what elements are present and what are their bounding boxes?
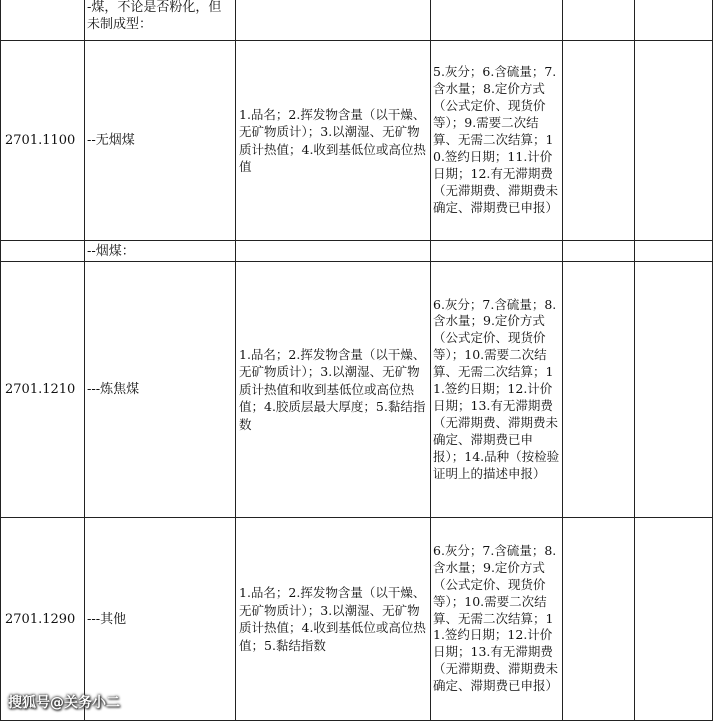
product-name-cell: ---炼焦煤 (85, 262, 236, 518)
hs-code-cell (1, 0, 85, 41)
empty-cell (563, 0, 635, 41)
watermark: 搜狐号@关务小二 (8, 695, 120, 711)
notes-cell (431, 241, 563, 262)
empty-cell (635, 0, 713, 41)
table-row (1, 0, 713, 41)
product-name-cell: -煤，不论是否粉化，但未制成型： (85, 0, 236, 41)
declaration-elements-cell (236, 0, 431, 41)
hs-code-cell: 2701.1210 (1, 262, 85, 518)
declaration-elements-cell: 1.品名；2.挥发物含量（以干燥、无矿物质计）；3.以潮湿、无矿物质计热值和收到基低位或高位热值；4.胶质层最大厚度；5.黏结指数 (236, 262, 431, 518)
empty-cell (563, 41, 635, 241)
table-row (1, 518, 713, 721)
hs-code-cell: 2701.1290 (1, 518, 85, 721)
notes-cell: 6.灰分；7.含硫量；8.含水量；9.定价方式（公式定价、现货价等）；10.需要二次结算、无需二次结算；11.签约日期；12.计价日期；13.有无滞期费（无滞期费、滞期费未确定、滞期费已申报）；14.品种（按检验证明上的描述申报） (431, 262, 563, 518)
declaration-elements-cell: 1.品名；2.挥发物含量（以干燥、无矿物质计）；3.以潮湿、无矿物质计热值；4.收到基低位或高位热值；5.黏结指数 (236, 518, 431, 721)
notes-cell (431, 0, 563, 41)
empty-cell (635, 518, 713, 721)
empty-cell (635, 241, 713, 262)
empty-cell (635, 262, 713, 518)
declaration-elements-cell (236, 241, 431, 262)
hs-code-cell: 2701.1100 (1, 41, 85, 241)
empty-cell (635, 41, 713, 241)
empty-cell (563, 262, 635, 518)
notes-cell: 5.灰分；6.含硫量；7.含水量；8.定价方式（公式定价、现货价等）；9.需要二次结算、无需二次结算；10.签约日期；11.计价日期；12.有无滞期费（无滞期费、滞期费未确定、滞期费已申报） (431, 41, 563, 241)
notes-cell: 6.灰分；7.含硫量；8.含水量；9.定价方式（公式定价、现货价等）；10.需要二次结算、无需二次结算；11.签约日期；12.计价日期；13.有无滞期费（无滞期费、滞期费未确定、滞期费已申报） (431, 518, 563, 721)
product-name-cell: ---其他 (85, 518, 236, 721)
hs-code-cell (1, 241, 85, 262)
product-name-cell: --无烟煤 (85, 41, 236, 241)
product-name-cell: --烟煤： (85, 241, 236, 262)
table-row (1, 262, 713, 518)
empty-cell (563, 518, 635, 721)
empty-cell (563, 241, 635, 262)
table-row (1, 41, 713, 241)
declaration-elements-cell: 1.品名；2.挥发物含量（以干燥、无矿物质计）；3.以潮湿、无矿物质计热值；4.收到基低位或高位热值 (236, 41, 431, 241)
table-row (1, 241, 713, 262)
